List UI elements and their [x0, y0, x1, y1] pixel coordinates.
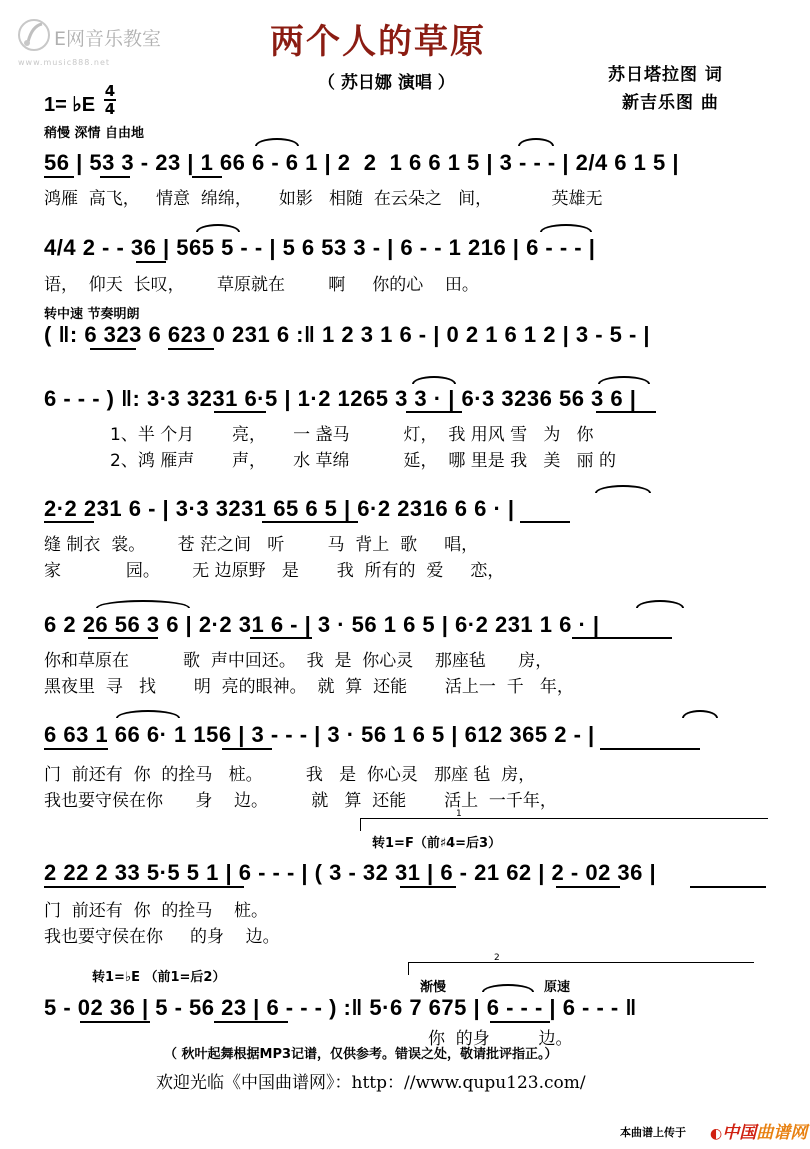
music-line-7: 6 63 1 66 6· 1 156 | 3 - - - | 3 · 56 1 6 5 | 612 365 2 - |: [44, 722, 595, 747]
composer-credit: 新吉乐图 曲: [622, 93, 719, 113]
volta-bracket-1: [360, 809, 768, 819]
lyricist-credit: 苏日塔拉图 词: [608, 65, 723, 85]
singer-credit: （ 苏日娜 演唱 ）: [318, 73, 455, 93]
lyrics-line-2: 语， 仰天 长叹， 草原就在 啊 你的心 田。: [44, 275, 479, 295]
song-title: 两个人的草原: [270, 22, 486, 62]
lyrics-line-4b: 2、鸿 雁声 声， 水 草绵 延， 哪 里是 我 美 丽 的: [110, 451, 616, 471]
lyrics-line-9: 你 的身 边。: [428, 1029, 573, 1049]
lyrics-line-6b: 黑夜里 寻 找 明 亮的眼神。 就 算 还能 活上一 千 年，: [44, 677, 574, 697]
a-tempo-mark: 原速: [544, 980, 571, 995]
music-line-8: 2 22 2 33 5·5 5 1 | 6 - - - | ( 3 - 32 31 | 6 - 21 62 | 2 - 02 36 |: [44, 860, 657, 885]
tempo-marking-2: 转中速 节奏明朗: [44, 307, 140, 322]
lyrics-line-7a: 门 前还有 你 的拴马 桩。 我 是 你心灵 那座 毡 房，: [44, 765, 536, 785]
lyrics-line-7b: 我也要守侯在你 身 边。 就 算 还能 活上 一千年，: [44, 791, 557, 811]
lyrics-line-5b: 家 园。 无 边原野 是 我 所有的 爱 恋，: [44, 561, 505, 581]
music-line-2: 4/4 2 - - 36 | 565 5 - - | 5 6 53 3 - | 6 - - 1 216 | 6 - - - |: [44, 235, 596, 260]
modulation-mark-1: 转1=F（前♯4=后3）: [372, 836, 502, 851]
modulation-mark-2: 转1=♭E （前1=后2）: [92, 970, 226, 985]
volta-bracket-2: [408, 953, 754, 963]
welcome-line: 欢迎光临《中国曲谱网》：http：//www.qupu123.com/: [156, 1073, 586, 1093]
music-line-4: 6 - - - ) ‖: 3·3 3231 6·5 | 1·2 1265 3 3 · | 6·3 3236 56 3 6 |: [44, 386, 637, 411]
ritardando-mark: 渐慢: [420, 980, 447, 995]
music-line-9: 5 - 02 36 | 5 - 56 23 | 6 - - - ) :‖ 5·6 7 675 | 6 - - - | 6 - - - ‖: [44, 995, 637, 1020]
footer-note: （ 秋叶起舞根据MP3记谱，仅供参考。错误之处，敬请批评指正。）: [164, 1047, 558, 1062]
lyrics-line-6a: 你和草原在 歌 声中回还。 我 是 你心灵 那座毡 房，: [44, 651, 553, 671]
watermark-url: www.music888.net: [18, 58, 111, 67]
lyrics-line-8b: 我也要守侯在你 的身 边。: [44, 927, 280, 947]
watermark-name: E网音乐教室: [54, 28, 162, 50]
lyrics-line-1: 鸿雁 高飞， 情意 绵绵， 如影 相随 在云朵之 间， 英雄无: [44, 189, 603, 209]
lyrics-line-4a: 1、半 个月 亮， 一 盏马 灯， 我 用风 雪 为 你: [110, 425, 594, 445]
site-logo-icon: ◐: [710, 1126, 723, 1142]
key-signature: 1= ♭E: [44, 94, 96, 116]
music-line-3: ( ‖: 6 323 6 623 0 231 6 :‖ 1 2 3 1 6 - | 0 2 1 6 1 2 | 3 - 5 - |: [44, 322, 651, 347]
time-signature: [104, 84, 116, 116]
volta-number-2: 2: [494, 953, 500, 963]
music-note-logo-icon: [14, 18, 54, 52]
watermark: [8, 18, 178, 67]
time-top: 4: [104, 82, 116, 100]
music-line-5: 2·2 231 6 - | 3·3 3231 65 6 5 | 6·2 2316 6 6 · |: [44, 496, 515, 521]
music-line-1: 56 | 53 3 - 23 | 1 66 6 - 6 1 | 2 2 1 6 6 1 5 | 3 - - - | 2/4 6 1 5 |: [44, 150, 679, 175]
music-line-6: 6 2 26 56 3 6 | 2·2 31 6 - | 3 · 56 1 6 5 | 6·2 231 1 6 · |: [44, 612, 600, 637]
site-logo[interactable]: [710, 1118, 807, 1143]
upload-label: 本曲谱上传于: [620, 1126, 686, 1139]
tempo-marking: 稍慢 深情 自由地: [44, 126, 145, 141]
lyrics-line-8a: 门 前还有 你 的拴马 桩。: [44, 901, 269, 921]
site-logo-name-2: 曲谱网: [756, 1123, 808, 1143]
time-bottom: 4: [104, 100, 116, 118]
volta-number-1: 1: [456, 809, 462, 819]
site-logo-name-1: 中国: [722, 1123, 757, 1143]
lyrics-line-5a: 缝 制衣 裳。 苍 茫之间 听 马 背上 歌 唱，: [44, 535, 479, 555]
